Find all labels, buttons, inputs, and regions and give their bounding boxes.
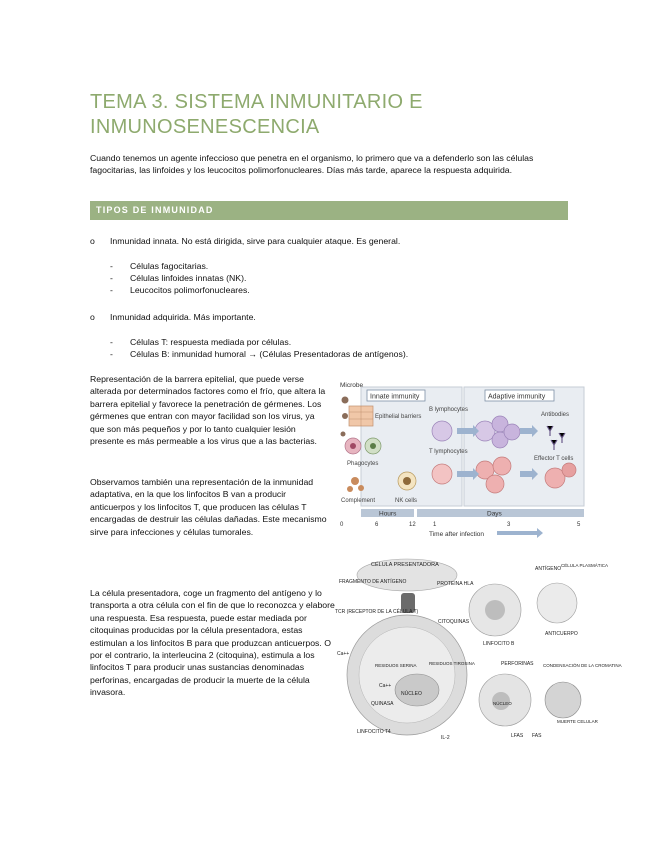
dash-marker: - bbox=[110, 337, 113, 347]
cytokines-label: CITOQUINAS bbox=[438, 619, 470, 625]
bullet-marker: o bbox=[90, 236, 95, 246]
tyrosine-label: RESIDUOS TIROSINA bbox=[429, 661, 475, 666]
time-axis-label: Time after infection bbox=[429, 531, 485, 538]
fragment-label: FRAGMENTO DE ANTÍGENO bbox=[339, 579, 407, 585]
title-line-2: INMUNOSENESCENCIA bbox=[90, 116, 320, 138]
adaptive-label: Adaptive immunity bbox=[488, 393, 546, 401]
section-header bbox=[90, 201, 568, 220]
tick-label: 6 bbox=[375, 522, 379, 528]
plasma-cell-shape bbox=[537, 583, 577, 623]
dash-marker: - bbox=[110, 273, 113, 283]
paragraph-presenting-cell: La célula presentadora, coge un fragmento del antígeno y lo transporta a otra célula con el fin de que lo reconozca y elabore una respuesta. Esa respuesta, puede estar mediada por citoquinas producidas por la célula presentadora, estas estimulan a los linfocitos B para que produzcan anticuerpos. O por el contrario, la interleucina 2 (citoquina), estimula a los linfocitos T para producir unas sustancias denominadas perforinas, encargadas de producir la muerte de la célula invasora. bbox=[90, 588, 335, 698]
sub-item-label: Células B: inmunidad humoral → (Células Presentadoras de antígenos). bbox=[130, 349, 409, 359]
paragraph-epithelial: Representación de la barrera epitelial, que puede verse alterada por determinados factores como el frío, que altera la barrera epitelial y favorece la penetración de gérmenes. Los gérmenes que entran con mayor facilidad son los virus, ya que son más pequeños y por lo tanto cualquier lesión presente es más permeable a los virus que a las bacterias. bbox=[90, 374, 326, 447]
tick-label: 5 bbox=[577, 522, 581, 528]
presenting-cell-label: CÉLULA PRESENTADORA bbox=[371, 562, 439, 568]
b-lymphocytes-label: B lymphocytes bbox=[429, 407, 469, 413]
tcr-label: TCR (RECEPTOR DE LA CÉLULA T) bbox=[335, 609, 419, 615]
kinase-label: QUINASA bbox=[371, 701, 394, 707]
tick-label: 0 bbox=[340, 522, 344, 528]
antigen-label: ANTÍGENO bbox=[535, 566, 562, 572]
bullet-marker: o bbox=[90, 312, 95, 322]
antigen-presentation-figure bbox=[335, 555, 622, 747]
serine-label: RESIDUOS SERINA bbox=[375, 663, 417, 668]
effector-label: Effector T cells bbox=[534, 456, 574, 462]
list-item-label: Inmunidad adquirida. Más importante. bbox=[110, 312, 256, 322]
antibody-label: ANTICUERPO bbox=[545, 631, 578, 637]
hla-label: PROTEINA HLA bbox=[437, 581, 474, 587]
epithelial-barrier-icon bbox=[349, 406, 373, 426]
sub-item-label: Células fagocitarias. bbox=[130, 261, 209, 271]
calcium-label: Ca++ bbox=[337, 651, 350, 657]
sub-item-label: Leucocitos polimorfonucleares. bbox=[130, 285, 250, 295]
calcium-label: Ca++ bbox=[379, 683, 392, 689]
il2-label: IL-2 bbox=[441, 735, 450, 741]
section-header-label: TIPOS DE INMUNIDAD bbox=[96, 205, 214, 215]
fas-label: FAS bbox=[532, 733, 542, 739]
list-item-label: Inmunidad innata. No está dirigida, sirve para cualquier ataque. Es general. bbox=[110, 236, 401, 246]
tick-label: 12 bbox=[409, 522, 416, 528]
lfas-label: LFAS bbox=[511, 733, 524, 739]
perforins-label: PERFORINAS bbox=[501, 661, 534, 667]
days-label: Days bbox=[487, 510, 502, 518]
hours-label: Hours bbox=[379, 510, 397, 518]
intro-paragraph: Cuando tenemos un agente infeccioso que penetra en el organismo, lo primero que va a defenderlo son las células fagocitarias, las linfoides y los leucocitos polimorfonucleares. Días más tarde, aparece la respuesta adquirida. bbox=[90, 153, 534, 176]
nucleus-icon bbox=[395, 674, 439, 706]
tick-label: 3 bbox=[507, 522, 511, 528]
nk-cell-icon bbox=[398, 472, 416, 490]
nk-label: NK cells bbox=[395, 498, 418, 504]
sub-item-label: Células T: respuesta mediada por células. bbox=[130, 337, 292, 347]
page-title bbox=[90, 90, 570, 140]
plasma-cell-label: CÉLULA PLASMÁTICA bbox=[561, 563, 609, 568]
innate-label: Innate immunity bbox=[370, 393, 420, 401]
b-lymphocyte-label: LINFOCITO B bbox=[483, 641, 515, 647]
title-line-1: TEMA 3. SISTEMA INMUNITARIO E bbox=[90, 91, 423, 113]
nucleus-label: NÚCLEO bbox=[401, 691, 422, 697]
chromatin-label: CONDENSACIÓN DE LA CROMATINA bbox=[543, 663, 622, 668]
phagocytes-label: Phagocytes bbox=[347, 461, 379, 467]
tick-label: 1 bbox=[433, 522, 437, 528]
microbe-label: Microbe bbox=[340, 382, 364, 389]
epithelial-label: Epithelial barriers bbox=[375, 414, 422, 420]
dash-marker: - bbox=[110, 285, 113, 295]
antibodies-label: Antibodies bbox=[541, 412, 570, 418]
target-cell-shape bbox=[545, 682, 581, 718]
paragraph-adaptive: Observamos también una representación de la inmunidad adaptativa, en la que los linfocitos B van a producir anticuerpos y los linfocitos T, que producen las células T encargadas de destruir las células dañadas. Este mecanismo sirve para infecciones y células tumorales. bbox=[90, 477, 327, 537]
nucleus-label: NÚCLEO bbox=[493, 701, 512, 706]
dash-marker: - bbox=[110, 261, 113, 271]
dash-marker: - bbox=[110, 349, 113, 359]
complement-label: Complement bbox=[341, 498, 376, 504]
immunity-figure bbox=[337, 378, 587, 540]
cell-death-label: MUERTE CELULAR bbox=[557, 719, 598, 724]
sub-item-label: Células linfoides innatas (NK). bbox=[130, 273, 247, 283]
t-lymphocytes-label: T lymphocytes bbox=[429, 449, 468, 455]
t4-label: LINFOCITO T4 bbox=[357, 729, 391, 735]
adaptive-panel bbox=[464, 387, 584, 506]
